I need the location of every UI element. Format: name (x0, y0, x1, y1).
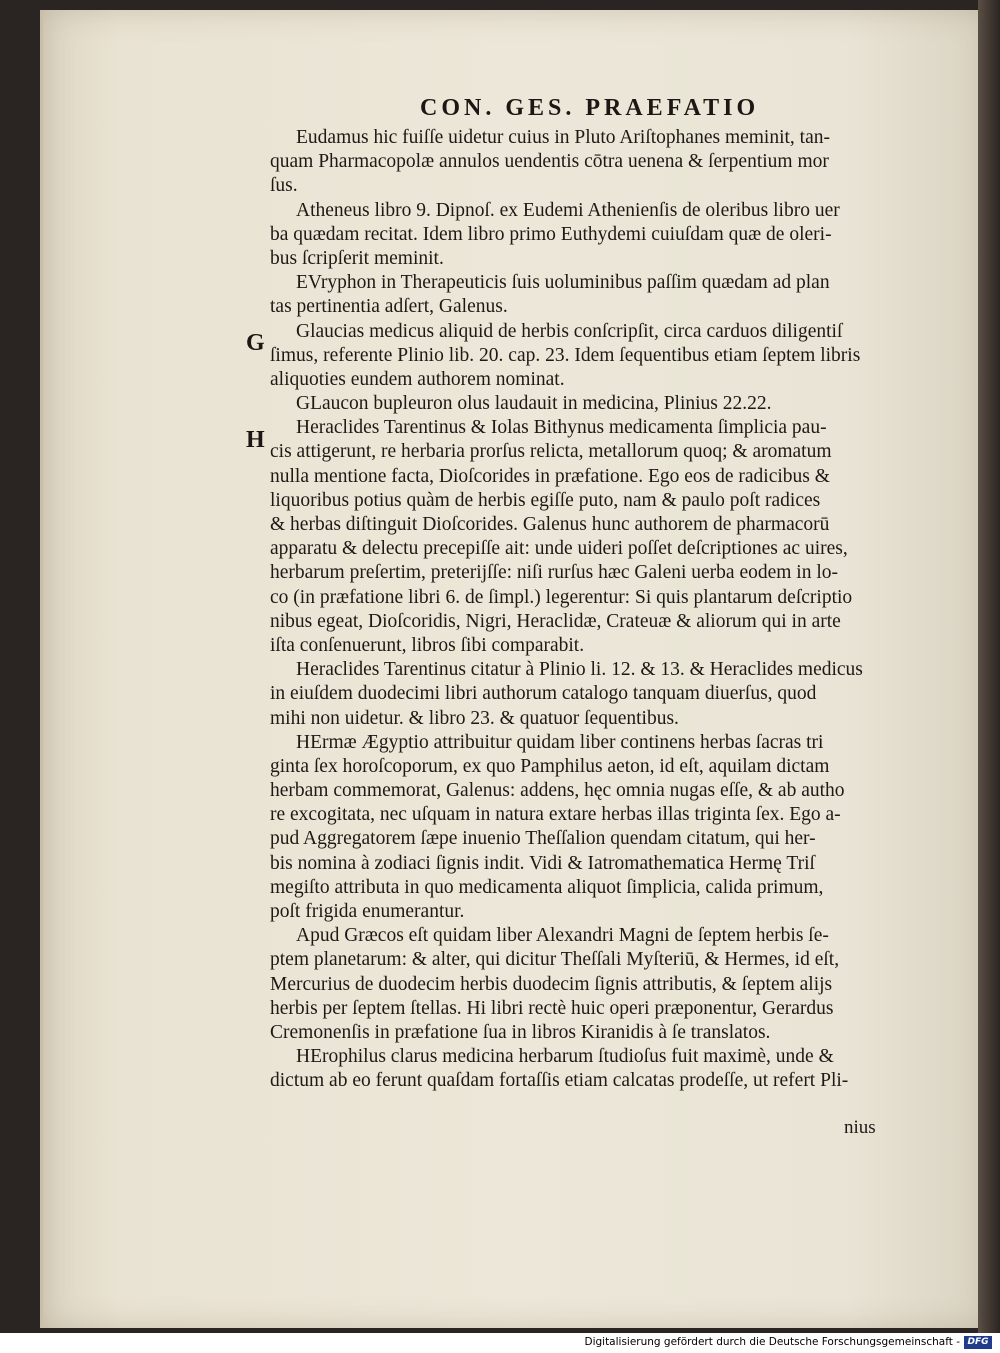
text-line: poſt frigida enumerantur. (270, 901, 465, 922)
footer-credit: Digitalisierung gefördert durch die Deutsche Forschungsgemeinschaft - (584, 1336, 960, 1348)
text-line: aliquoties eundem authorem nominat. (270, 368, 565, 390)
text-line: pud Aggregatorem ſæpe inuenio Theſſalion quendam citatum, qui her- (270, 828, 816, 850)
text-line: & herbas diſtinguit Dioſcorides. Galenus hunc authorem de pharmacorū (270, 514, 830, 535)
text-line: herbam commemorat, Galenus: addens, hęc omnia nugas eſſe, & ab autho (270, 780, 845, 802)
text-line: nibus egeat, Dioſcoridis, Nigri, Heraclidæ, Crateuæ & aliorum qui in arte (270, 610, 841, 632)
dfg-logo: DFG (964, 1336, 992, 1349)
text-line: Atheneus libro 9. Dipnoſ. ex Eudemi Athenienſis de oleribus libro uer (296, 199, 840, 221)
text-line: Mercurius de duodecim herbis duodecim ſignis attributis, & ſeptem alijs (270, 973, 833, 995)
text-line: iſta conſenuerunt, libros ſibi comparabit. (270, 634, 585, 656)
text-line: ſus. (270, 175, 298, 197)
text-line: HErophilus clarus medicina herbarum ſtudioſus fuit maximè, unde & (296, 1046, 834, 1068)
page-edge (978, 0, 1000, 1333)
text-line: Glaucias medicus aliquid de herbis conſcripſit, circa carduos diligentiſ (296, 320, 843, 342)
text-line: apparatu & delectu precepiſſe ait: unde uideri poſſet deſcriptiones ac uires, (270, 538, 848, 560)
text-line: dictum ab eo ferunt quaſdam fortaſſis etiam calcatas prodeſſe, ut refert Pli- (270, 1070, 849, 1092)
text-line: megiſto attributa in quo medicamenta aliquot ſimplicia, calida primum, (270, 876, 824, 898)
footer-bar (0, 1333, 1000, 1353)
text-line: Cremonenſis in præfatione ſua in libros Kiranidis à ſe translatos. (270, 1021, 771, 1043)
text-line: herbis per ſeptem ſtellas. Hi libri rectè huic operi præponentur, Gerardus (270, 997, 834, 1019)
text-line: ptem planetarum: & alter, qui dicitur Theſſali Myſteriū, & Hermes, id eſt, (270, 949, 840, 971)
text-line: Apud Græcos eſt quidam liber Alexandri Magni de ſeptem herbis ſe- (296, 925, 829, 947)
text-line: bis nomina à zodiaci ſignis indit. Vidi & Iatromathematica Hermę Triſ (270, 852, 815, 874)
text-line: tas pertinentia adſert, Galenus. (270, 296, 508, 318)
text-line: herbarum preſertim, preterijſſe: niſi rurſus hæc Galeni uerba eodem in lo- (270, 562, 839, 584)
text-line: in eiuſdem duodecimi libri authorum catalogo tanquam diuerſus, quod (270, 683, 817, 705)
margin-letter-g: G (246, 330, 265, 356)
text-line: liquoribus potius quàm de herbis egiſſe puto, nam & paulo poſt radices (270, 489, 821, 511)
text-line: ba quædam recitat. Idem libro primo Euthydemi cuiuſdam quæ de oleri- (270, 223, 832, 245)
body-text (270, 126, 920, 1094)
text-line: ginta ſex horoſcoporum, ex quo Pamphilus aeton, id eſt, aquilam dictam (270, 755, 830, 777)
text-line: EVryphon in Therapeuticis ſuis uoluminibus paſſim quædam ad plan (296, 272, 830, 294)
text-line: co (in præfatione libri 6. de ſimpl.) legerentur: Si quis plantarum deſcriptio (270, 586, 853, 608)
margin-letter-h: H (246, 427, 265, 453)
text-line: Heraclides Tarentinus citatur à Plinio li. 12. & 13. & Heraclides medicus (296, 659, 863, 681)
text-line: re excogitata, nec uſquam in natura extare herbas illas triginta ſex. Ego a- (270, 804, 841, 826)
catchword: nius (844, 1117, 876, 1138)
running-head: CON. GES. PRAEFATIO (420, 95, 760, 121)
text-line: Heraclides Tarentinus & Iolas Bithynus medicamenta ſimplicia pau- (296, 417, 827, 439)
text-line: ſimus, referente Plinio lib. 20. cap. 23. Idem ſequentibus etiam ſeptem libris (270, 344, 861, 366)
text-line: mihi non uidetur. & libro 23. & quatuor ſequentibus. (270, 707, 679, 729)
text-line: HErmæ Ægyptio attribuitur quidam liber continens herbas ſacras tri (296, 731, 824, 753)
text-line: cis attigerunt, re herbaria prorſus relicta, metallorum quoq; & aromatum (270, 441, 832, 463)
text-line: quam Pharmacopolæ annulos uendentis cōtra uenena & ſerpentium mor (270, 151, 829, 173)
text-line: bus ſcripſerit meminit. (270, 247, 444, 269)
text-line: nulla mentione facta, Dioſcorides in præfatione. Ego eos de radicibus & (270, 465, 830, 487)
text-line: GLaucon bupleuron olus laudauit in medicina, Plinius 22.22. (296, 393, 772, 415)
text-line: Eudamus hic fuiſſe uidetur cuius in Pluto Ariſtophanes meminit, tan- (296, 127, 831, 148)
